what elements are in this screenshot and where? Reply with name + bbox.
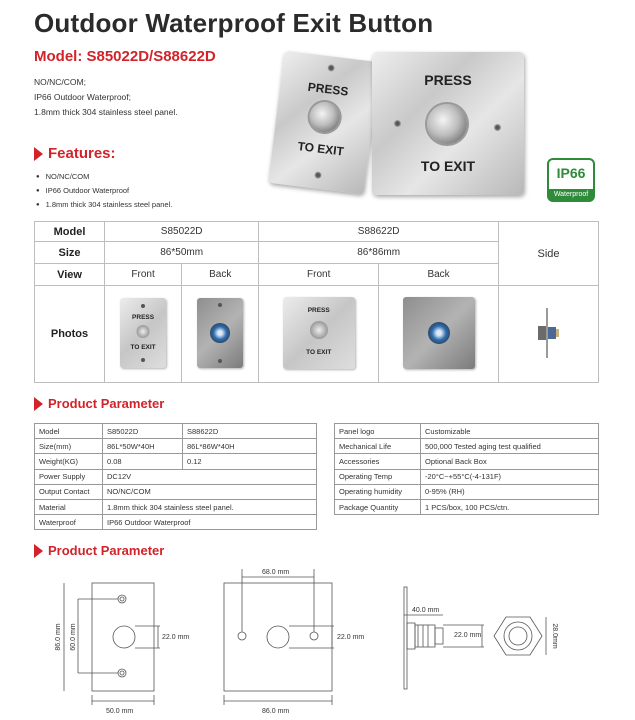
feature-item: ● NO/NC/COM [36, 170, 172, 184]
param-key: Operating Temp [335, 469, 421, 484]
to-exit-label: TO EXIT [420, 158, 476, 174]
view-cell: Front [259, 264, 379, 286]
side-label: Side [499, 222, 599, 286]
ip66-code: IP66 [556, 165, 586, 181]
photo-back-s88622d [379, 286, 499, 383]
feature-item: ● 1.8mm thick 304 stainless steel panel. [36, 198, 172, 212]
thumb-press-label: PRESS [307, 306, 330, 314]
table-row [35, 515, 317, 530]
model-heading: Model: S85022D/S88622D [34, 48, 216, 65]
param-key: Output Contact [35, 484, 103, 499]
param-key: Accessories [335, 454, 421, 469]
model-label: Model [35, 222, 105, 242]
param-value: 86L*86W*40H [183, 439, 317, 454]
features-list [36, 170, 172, 212]
push-button-image [427, 104, 467, 144]
screw-icon [141, 304, 145, 308]
param-value: 1.8mm thick 304 stainless steel panel. [103, 499, 317, 514]
table-row [35, 424, 317, 439]
thumb-press-label: PRESS [132, 313, 155, 321]
intro-line: IP66 Outdoor Waterproof; [34, 92, 132, 102]
param-value: NO/NC/COM [103, 484, 317, 499]
photo-front-s88622d [259, 286, 379, 383]
press-label: PRESS [424, 72, 472, 88]
parameter-table-right [334, 423, 599, 515]
thumb-button [137, 325, 150, 338]
photo-side [499, 286, 599, 383]
model-cell: S88622D [259, 222, 499, 242]
intro-line: 1.8mm thick 304 stainless steel panel. [34, 107, 178, 117]
intro-text [34, 75, 178, 120]
screw-icon [327, 64, 335, 72]
photo-front-s85022d [105, 286, 182, 383]
photos-label: Photos [35, 286, 105, 383]
screw-icon [218, 359, 222, 363]
param-value: S88622D [183, 424, 317, 439]
page-title: Outdoor Waterproof Exit Button [34, 8, 434, 38]
dim-width-label: 50.0 mm [106, 708, 134, 715]
product-photo-s85022d [268, 51, 379, 195]
view-cell: Back [379, 264, 499, 286]
param-key: Panel logo [335, 424, 421, 439]
param-key: Power Supply [35, 469, 103, 484]
thumb-front-narrow [120, 298, 166, 368]
size-cell: 86*50mm [105, 242, 259, 264]
screw-icon [494, 124, 501, 131]
param-value: -20°C~+55°C(-4-131F) [421, 469, 599, 484]
arrow-icon [34, 544, 43, 558]
screw-icon [314, 171, 322, 179]
thumb-front-square [283, 297, 355, 369]
size-cell: 86*86mm [259, 242, 499, 264]
table-row [35, 439, 317, 454]
dimension-drawings [0, 565, 635, 720]
push-button-image [308, 100, 341, 133]
dim-face-label: 28.0mm [551, 623, 558, 649]
product-parameter-label: Product Parameter [48, 396, 165, 411]
product-parameter-label-2: Product Parameter [48, 543, 165, 558]
drawing-face [494, 617, 546, 655]
dim-button-label: 22.0 mm [337, 634, 365, 641]
param-key: Material [35, 499, 103, 514]
table-row [35, 469, 317, 484]
view-cell: Front [105, 264, 182, 286]
press-label: PRESS [307, 79, 350, 99]
param-key: Model [35, 424, 103, 439]
dim-height-label: 86.0 mm [55, 623, 62, 651]
drawing-s88622d [224, 569, 334, 705]
param-key: Weight(KG) [35, 454, 103, 469]
to-exit-label: TO EXIT [296, 139, 345, 159]
screw-icon [394, 120, 401, 127]
table-row [335, 439, 599, 454]
table-row [35, 454, 317, 469]
table-row [35, 499, 317, 514]
drawing-s85022d [64, 583, 160, 705]
overview-table [34, 221, 599, 383]
param-key: Size(mm) [35, 439, 103, 454]
features-heading [34, 145, 116, 162]
product-parameter-heading [34, 396, 164, 411]
param-value: Optional Back Box [421, 454, 599, 469]
table-row [335, 484, 599, 499]
dim-depth-label: 40.0 mm [412, 607, 440, 614]
param-value: Customizable [421, 424, 599, 439]
table-row [35, 484, 317, 499]
param-value: 1 PCS/box, 100 PCS/ctn. [421, 499, 599, 514]
features-heading-label: Features: [48, 145, 116, 162]
param-value: 500,000 Tested aging test qualified [421, 439, 599, 454]
table-row [335, 469, 599, 484]
thumb-exit-label: TO EXIT [306, 348, 332, 356]
parameter-table-left [34, 423, 317, 530]
thumb-button [310, 321, 328, 339]
param-value: 0.08 [103, 454, 183, 469]
feature-item: ● IP66 Outdoor Waterproof [36, 184, 172, 198]
thumb-exit-label: TO EXIT [130, 343, 156, 351]
product-photo-s88622d [372, 52, 524, 195]
param-key: Mechanical Life [335, 439, 421, 454]
photo-back-s85022d [182, 286, 259, 383]
dim-width-label: 86.0 mm [262, 708, 290, 715]
view-cell: Back [182, 264, 259, 286]
thumb-back-square [403, 297, 475, 369]
param-value: 0.12 [183, 454, 317, 469]
dim-body-label: 22.0 mm [454, 632, 482, 639]
size-label: Size [35, 242, 105, 264]
table-row [335, 499, 599, 514]
ip66-badge [547, 158, 595, 202]
ip66-label: Waterproof [549, 189, 593, 200]
dim-top-label: 68.0 mm [262, 569, 290, 576]
param-key: Waterproof [35, 515, 103, 530]
dim-button-label: 22.0 mm [162, 634, 190, 641]
screw-icon [141, 358, 145, 362]
param-value: 86L*50W*40H [103, 439, 183, 454]
param-key: Operating humidity [335, 484, 421, 499]
thumb-back-narrow [197, 298, 243, 368]
arrow-icon [34, 397, 43, 411]
table-row [335, 424, 599, 439]
param-value: S85022D [103, 424, 183, 439]
param-value: IP66 Outdoor Waterproof [103, 515, 317, 530]
product-parameter-heading-2 [34, 543, 164, 558]
thumb-back-terminal [428, 322, 450, 344]
intro-line: NO/NC/COM; [34, 77, 86, 87]
view-label: View [35, 264, 105, 286]
thumb-back-terminal [210, 323, 230, 343]
screw-icon [218, 303, 222, 307]
param-key: Package Quantity [335, 499, 421, 514]
table-row [335, 454, 599, 469]
side-view-image [534, 308, 564, 358]
param-value: DC12V [103, 469, 317, 484]
model-cell: S85022D [105, 222, 259, 242]
dim-inner-label: 60.0 mm [70, 623, 77, 651]
arrow-icon [34, 147, 43, 161]
param-value: 0-95% (RH) [421, 484, 599, 499]
